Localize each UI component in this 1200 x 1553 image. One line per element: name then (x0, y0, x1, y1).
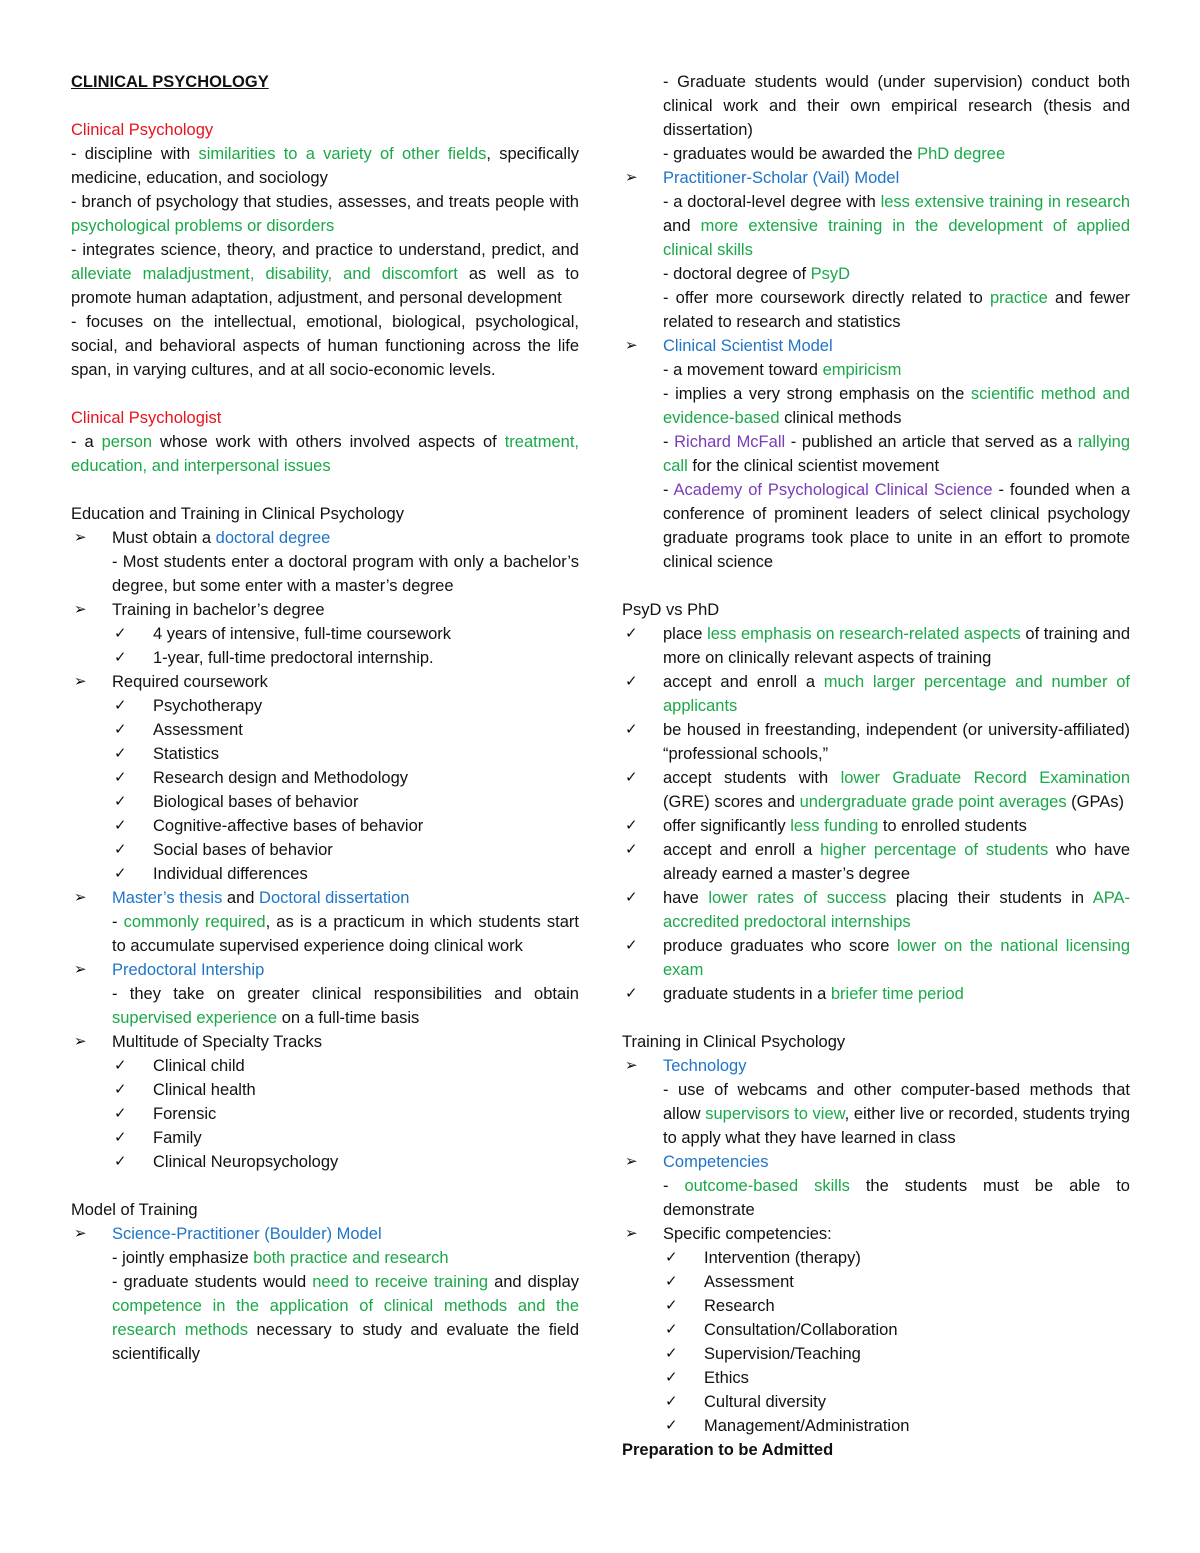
highlighted-text: APA-accredited predoctoral internships (663, 889, 1130, 931)
checkmark-bullet-icon: ✓ (665, 1273, 678, 1290)
paragraph (71, 118, 579, 142)
arrowhead-bullet-icon: ➢ (74, 1225, 87, 1242)
text-run: placing their students in (886, 889, 1093, 907)
arrowhead-bullet-icon: ➢ (625, 169, 638, 186)
text-run: and (663, 217, 701, 235)
text-run: - (663, 433, 675, 451)
highlighted-text: Clinical Psychology (71, 121, 214, 139)
check-bullet-item (622, 622, 1130, 670)
highlighted-text: alleviate maladjustment, disability, and discomfort (71, 265, 458, 283)
arrow-bullet-item (71, 1222, 579, 1246)
highlighted-text: doctoral degree (215, 529, 331, 547)
highlighted-text: Clinical Scientist Model (663, 337, 833, 355)
highlighted-text: supervised experience (112, 1009, 278, 1027)
text-run: and (222, 889, 260, 907)
sub-paragraph (622, 286, 1130, 334)
check-bullet-item (71, 742, 579, 766)
text-run: - a doctoral-level degree with (663, 193, 881, 211)
sub-paragraph (71, 982, 579, 1030)
sub-paragraph (622, 70, 1130, 142)
text-run: Clinical Neuropsychology (153, 1153, 339, 1171)
text-run: Required coursework (112, 673, 268, 691)
text-run: - a (71, 433, 102, 451)
text-run: - published an article that served as a (785, 433, 1078, 451)
paragraph (71, 406, 579, 430)
text-run: (GRE) scores and (663, 793, 800, 811)
arrowhead-bullet-icon: ➢ (74, 601, 87, 618)
check-bullet-item (71, 718, 579, 742)
checkmark-bullet-icon: ✓ (114, 1129, 127, 1146)
highlighted-text: treatment, education, and interpersonal issues (71, 433, 579, 475)
check-bullet-item (622, 1414, 1130, 1438)
spacer (71, 478, 579, 502)
text-run: - (663, 1177, 685, 1195)
text-run: necessary to study and evaluate the field scientifically (112, 1321, 579, 1363)
arrowhead-bullet-icon: ➢ (74, 1033, 87, 1050)
sub-paragraph (622, 478, 1130, 574)
checkmark-bullet-icon: ✓ (114, 1105, 127, 1122)
highlighted-text: Practitioner-Scholar (Vail) Model (663, 169, 900, 187)
arrowhead-bullet-icon: ➢ (625, 1153, 638, 1170)
text-run: place (663, 625, 708, 643)
sub-paragraph (622, 262, 1130, 286)
highlighted-text: higher percentage of students (820, 841, 1049, 859)
paragraph (71, 238, 579, 310)
text-run: Cultural diversity (704, 1393, 826, 1411)
checkmark-bullet-icon: ✓ (665, 1321, 678, 1338)
text-run: - branch of psychology that studies, assesses, and treats people with (71, 193, 579, 211)
checkmark-bullet-icon: ✓ (625, 817, 638, 834)
text-run: - (112, 913, 124, 931)
text-run: - Most students enter a doctoral program with only a bachelor’s degree, but some enter with a master’s degree (112, 553, 579, 595)
arrow-bullet-item (71, 670, 579, 694)
paragraph (622, 1030, 1130, 1054)
text-run: to enrolled students (878, 817, 1027, 835)
highlighted-text: more extensive training in the development of applied clinical skills (663, 217, 1130, 259)
text-run: - they take on greater clinical responsibilities and obtain (112, 985, 579, 1003)
sub-paragraph (71, 550, 579, 598)
text-run: clinical methods (779, 409, 902, 427)
sub-paragraph (622, 1174, 1130, 1222)
check-bullet-item (622, 1246, 1130, 1270)
check-bullet-item (71, 1078, 579, 1102)
checkmark-bullet-icon: ✓ (114, 841, 127, 858)
check-bullet-item (71, 766, 579, 790)
check-bullet-item (622, 838, 1130, 886)
highlighted-text: less funding (790, 817, 879, 835)
check-bullet-item (622, 1270, 1130, 1294)
arrow-bullet-item (71, 598, 579, 622)
arrow-bullet-item (71, 1030, 579, 1054)
text-run: - integrates science, theory, and practice to understand, predict, and (71, 241, 579, 259)
checkmark-bullet-icon: ✓ (625, 721, 638, 738)
arrow-bullet-item (622, 334, 1130, 358)
text-run: Education and Training in Clinical Psychology (71, 505, 404, 523)
text-run: , specifically medicine, education, and sociology (71, 145, 579, 187)
text-run: Must obtain a (112, 529, 216, 547)
checkmark-bullet-icon: ✓ (114, 1153, 127, 1170)
check-bullet-item (71, 838, 579, 862)
check-bullet-item (71, 694, 579, 718)
text-run: and display (488, 1273, 579, 1291)
paragraph (71, 1198, 579, 1222)
text-run: the students must be able to demonstrate (663, 1177, 1130, 1219)
highlighted-text: similarities to a variety of other fields (198, 145, 487, 163)
text-run: for the clinical scientist movement (687, 457, 940, 475)
highlighted-text: less extensive training in research (880, 193, 1130, 211)
sub-paragraph (622, 190, 1130, 262)
highlighted-text: Competencies (663, 1153, 769, 1171)
text-run: , as is a practicum in which students start to accumulate supervised experience doing clinical work (112, 913, 579, 955)
paragraph (71, 142, 579, 190)
sub-paragraph (71, 910, 579, 958)
checkmark-bullet-icon: ✓ (625, 673, 638, 690)
spacer (71, 382, 579, 406)
text-run: 4 years of intensive, full-time coursework (153, 625, 452, 643)
arrow-bullet-item (622, 1054, 1130, 1078)
sub-paragraph (622, 1078, 1130, 1150)
text-run: - founded when a conference of prominent leaders of select clinical psychology graduate programs took place to unite in an effort to promote clinical science (663, 481, 1130, 571)
sub-paragraph (622, 382, 1130, 430)
text-run: - offer more coursework directly related to (663, 289, 990, 307)
checkmark-bullet-icon: ✓ (114, 793, 127, 810)
check-bullet-item (622, 934, 1130, 982)
sub-paragraph (622, 142, 1130, 166)
highlighted-text: practice (989, 289, 1048, 307)
text-run: whose work with others involved aspects of (152, 433, 505, 451)
text-run: who have already earned a master’s degree (663, 841, 1131, 883)
text-run: CLINICAL PSYCHOLOGY (71, 73, 269, 91)
check-bullet-item (71, 1150, 579, 1174)
text-run: Research (704, 1297, 775, 1315)
arrow-bullet-item (622, 1150, 1130, 1174)
text-run: Consultation/Collaboration (704, 1321, 898, 1339)
checkmark-bullet-icon: ✓ (665, 1297, 678, 1314)
text-run: Preparation to be Admitted (622, 1441, 834, 1459)
check-bullet-item (622, 1318, 1130, 1342)
arrowhead-bullet-icon: ➢ (74, 961, 87, 978)
text-run: be housed in freestanding, independent (or university-affiliated) “professional schools,” (663, 721, 1130, 763)
highlighted-text: much larger percentage and number of applicants (663, 673, 1130, 715)
check-bullet-item (622, 1294, 1130, 1318)
arrowhead-bullet-icon: ➢ (74, 889, 87, 906)
text-run: Assessment (153, 721, 243, 739)
highlighted-text: PsyD (810, 265, 851, 283)
check-bullet-item (71, 622, 579, 646)
text-run: Social bases of behavior (153, 841, 333, 859)
highlighted-text: person (101, 433, 153, 451)
highlighted-text: Master’s thesis (112, 889, 223, 907)
highlighted-text: Clinical Psychologist (71, 409, 222, 427)
checkmark-bullet-icon: ✓ (625, 625, 638, 642)
checkmark-bullet-icon: ✓ (625, 937, 638, 954)
checkmark-bullet-icon: ✓ (665, 1345, 678, 1362)
highlighted-text: Doctoral dissertation (259, 889, 410, 907)
spacer (71, 1174, 579, 1198)
highlighted-text: commonly required (123, 913, 266, 931)
check-bullet-item (622, 1390, 1130, 1414)
highlighted-text: PhD degree (917, 145, 1006, 163)
text-run: PsyD vs PhD (622, 601, 720, 619)
spacer (622, 574, 1130, 598)
checkmark-bullet-icon: ✓ (665, 1393, 678, 1410)
highlighted-text: Richard McFall (674, 433, 786, 451)
text-run: Ethics (704, 1369, 749, 1387)
arrowhead-bullet-icon: ➢ (625, 337, 638, 354)
text-run: Management/Administration (704, 1417, 910, 1435)
highlighted-text: rallying call (663, 433, 1130, 475)
arrow-bullet-item (71, 526, 579, 550)
check-bullet-item (71, 1102, 579, 1126)
paragraph (622, 1438, 1130, 1462)
arrowhead-bullet-icon: ➢ (625, 1057, 638, 1074)
checkmark-bullet-icon: ✓ (114, 649, 127, 666)
arrowhead-bullet-icon: ➢ (74, 673, 87, 690)
checkmark-bullet-icon: ✓ (665, 1417, 678, 1434)
paragraph (71, 502, 579, 526)
check-bullet-item (71, 1126, 579, 1150)
checkmark-bullet-icon: ✓ (114, 721, 127, 738)
text-run: - graduate students would (112, 1273, 313, 1291)
sub-paragraph (71, 1270, 579, 1366)
text-run: Research design and Methodology (153, 769, 409, 787)
checkmark-bullet-icon: ✓ (114, 697, 127, 714)
check-bullet-item (71, 862, 579, 886)
text-run: graduate students in a (663, 985, 831, 1003)
check-bullet-item (71, 790, 579, 814)
highlighted-text: Academy of Psychological Clinical Science (673, 481, 993, 499)
text-run: (GPAs) (1066, 793, 1125, 811)
highlighted-text: briefer time period (830, 985, 964, 1003)
text-run: 1-year, full-time predoctoral internship. (153, 649, 434, 667)
document-title (71, 70, 579, 94)
arrow-bullet-item (622, 1222, 1130, 1246)
text-run: Multitude of Specialty Tracks (112, 1033, 323, 1051)
highlighted-text: outcome-based skills (684, 1177, 850, 1195)
text-run: of training and more on clinically relevant aspects of training (663, 625, 1131, 667)
checkmark-bullet-icon: ✓ (114, 865, 127, 882)
highlighted-text: Science-Practitioner (Boulder) Model (112, 1225, 382, 1243)
right-column (622, 70, 1130, 1462)
highlighted-text: supervisors to view (705, 1105, 845, 1123)
checkmark-bullet-icon: ✓ (625, 985, 638, 1002)
text-run: and fewer related to research and statistics (663, 289, 1131, 331)
text-run: - implies a very strong emphasis on the (663, 385, 971, 403)
text-run: - doctoral degree of (663, 265, 811, 283)
text-run: Cognitive-affective bases of behavior (153, 817, 424, 835)
text-run: Family (153, 1129, 202, 1147)
spacer (622, 1006, 1130, 1030)
text-run: as well as to promote human adaptation, adjustment, and personal development (71, 265, 579, 307)
sub-paragraph (622, 358, 1130, 382)
paragraph (71, 430, 579, 478)
text-run: accept students with (663, 769, 841, 787)
check-bullet-item (622, 1342, 1130, 1366)
text-run: Assessment (704, 1273, 794, 1291)
checkmark-bullet-icon: ✓ (665, 1249, 678, 1266)
text-run: - jointly emphasize (112, 1249, 254, 1267)
highlighted-text: both practice and research (253, 1249, 449, 1267)
spacer (71, 94, 579, 118)
check-bullet-item (622, 982, 1130, 1006)
text-run: have (663, 889, 709, 907)
sub-paragraph (622, 430, 1130, 478)
highlighted-text: competence in the application of clinical methods and the research methods (112, 1297, 579, 1339)
highlighted-text: lower Graduate Record Examination (840, 769, 1130, 787)
checkmark-bullet-icon: ✓ (625, 841, 638, 858)
text-run: - discipline with (71, 145, 199, 163)
text-run: Statistics (153, 745, 220, 763)
paragraph (71, 190, 579, 238)
check-bullet-item (71, 1054, 579, 1078)
checkmark-bullet-icon: ✓ (114, 1057, 127, 1074)
highlighted-text: Technology (663, 1057, 747, 1075)
checkmark-bullet-icon: ✓ (665, 1369, 678, 1386)
text-run: Clinical health (153, 1081, 256, 1099)
text-run: Model of Training (71, 1201, 198, 1219)
highlighted-text: lower rates of success (708, 889, 887, 907)
check-bullet-item (622, 718, 1130, 766)
check-bullet-item (622, 814, 1130, 838)
check-bullet-item (71, 814, 579, 838)
text-run: - a movement toward (663, 361, 823, 379)
checkmark-bullet-icon: ✓ (114, 745, 127, 762)
highlighted-text: scientific method and evidence-based (663, 385, 1130, 427)
highlighted-text: need to receive training (312, 1273, 489, 1291)
text-run: accept and enroll a (663, 673, 824, 691)
checkmark-bullet-icon: ✓ (114, 625, 127, 642)
text-run: Specific competencies: (663, 1225, 832, 1243)
highlighted-text: less emphasis on research-related aspects (707, 625, 1021, 643)
arrow-bullet-item (622, 166, 1130, 190)
highlighted-text: Predoctoral Intership (112, 961, 265, 979)
check-bullet-item (622, 766, 1130, 814)
text-run: - focuses on the intellectual, emotional, biological, psychological, social, and behavioral aspects of human functioning across the life span, in varying cultures, and at all socio-economic levels. (71, 313, 579, 379)
text-run: , either live or recorded, students trying to apply what they have learned in class (663, 1105, 1131, 1147)
check-bullet-item (622, 886, 1130, 934)
text-run: Supervision/Teaching (704, 1345, 861, 1363)
text-run: Biological bases of behavior (153, 793, 359, 811)
arrow-bullet-item (71, 886, 579, 910)
paragraph (622, 598, 1130, 622)
text-run: Clinical child (153, 1057, 245, 1075)
text-run: - graduates would be awarded the (663, 145, 918, 163)
text-run: on a full-time basis (277, 1009, 420, 1027)
checkmark-bullet-icon: ✓ (625, 769, 638, 786)
text-run: Training in bachelor’s degree (112, 601, 325, 619)
highlighted-text: empiricism (822, 361, 902, 379)
text-run: Psychotherapy (153, 697, 263, 715)
text-run: - Graduate students would (under supervision) conduct both clinical work and their own empirical research (thesis and dissertation) (663, 73, 1130, 139)
arrowhead-bullet-icon: ➢ (625, 1225, 638, 1242)
highlighted-text: undergraduate grade point averages (799, 793, 1067, 811)
text-run: - use of webcams and other computer-based methods that allow (663, 1081, 1130, 1123)
text-run: offer significantly (663, 817, 791, 835)
text-run: Intervention (therapy) (704, 1249, 861, 1267)
text-run: Forensic (153, 1105, 217, 1123)
paragraph (71, 310, 579, 382)
text-run: Individual differences (153, 865, 308, 883)
check-bullet-item (622, 1366, 1130, 1390)
sub-paragraph (71, 1246, 579, 1270)
text-run: - (663, 481, 674, 499)
highlighted-text: lower on the national licensing exam (663, 937, 1130, 979)
checkmark-bullet-icon: ✓ (114, 769, 127, 786)
highlighted-text: psychological problems or disorders (71, 217, 335, 235)
check-bullet-item (71, 646, 579, 670)
check-bullet-item (622, 670, 1130, 718)
arrowhead-bullet-icon: ➢ (74, 529, 87, 546)
text-run: accept and enroll a (663, 841, 821, 859)
checkmark-bullet-icon: ✓ (625, 889, 638, 906)
text-run: Training in Clinical Psychology (622, 1033, 846, 1051)
left-column (71, 70, 579, 1366)
checkmark-bullet-icon: ✓ (114, 1081, 127, 1098)
text-run: produce graduates who score (663, 937, 897, 955)
checkmark-bullet-icon: ✓ (114, 817, 127, 834)
arrow-bullet-item (71, 958, 579, 982)
